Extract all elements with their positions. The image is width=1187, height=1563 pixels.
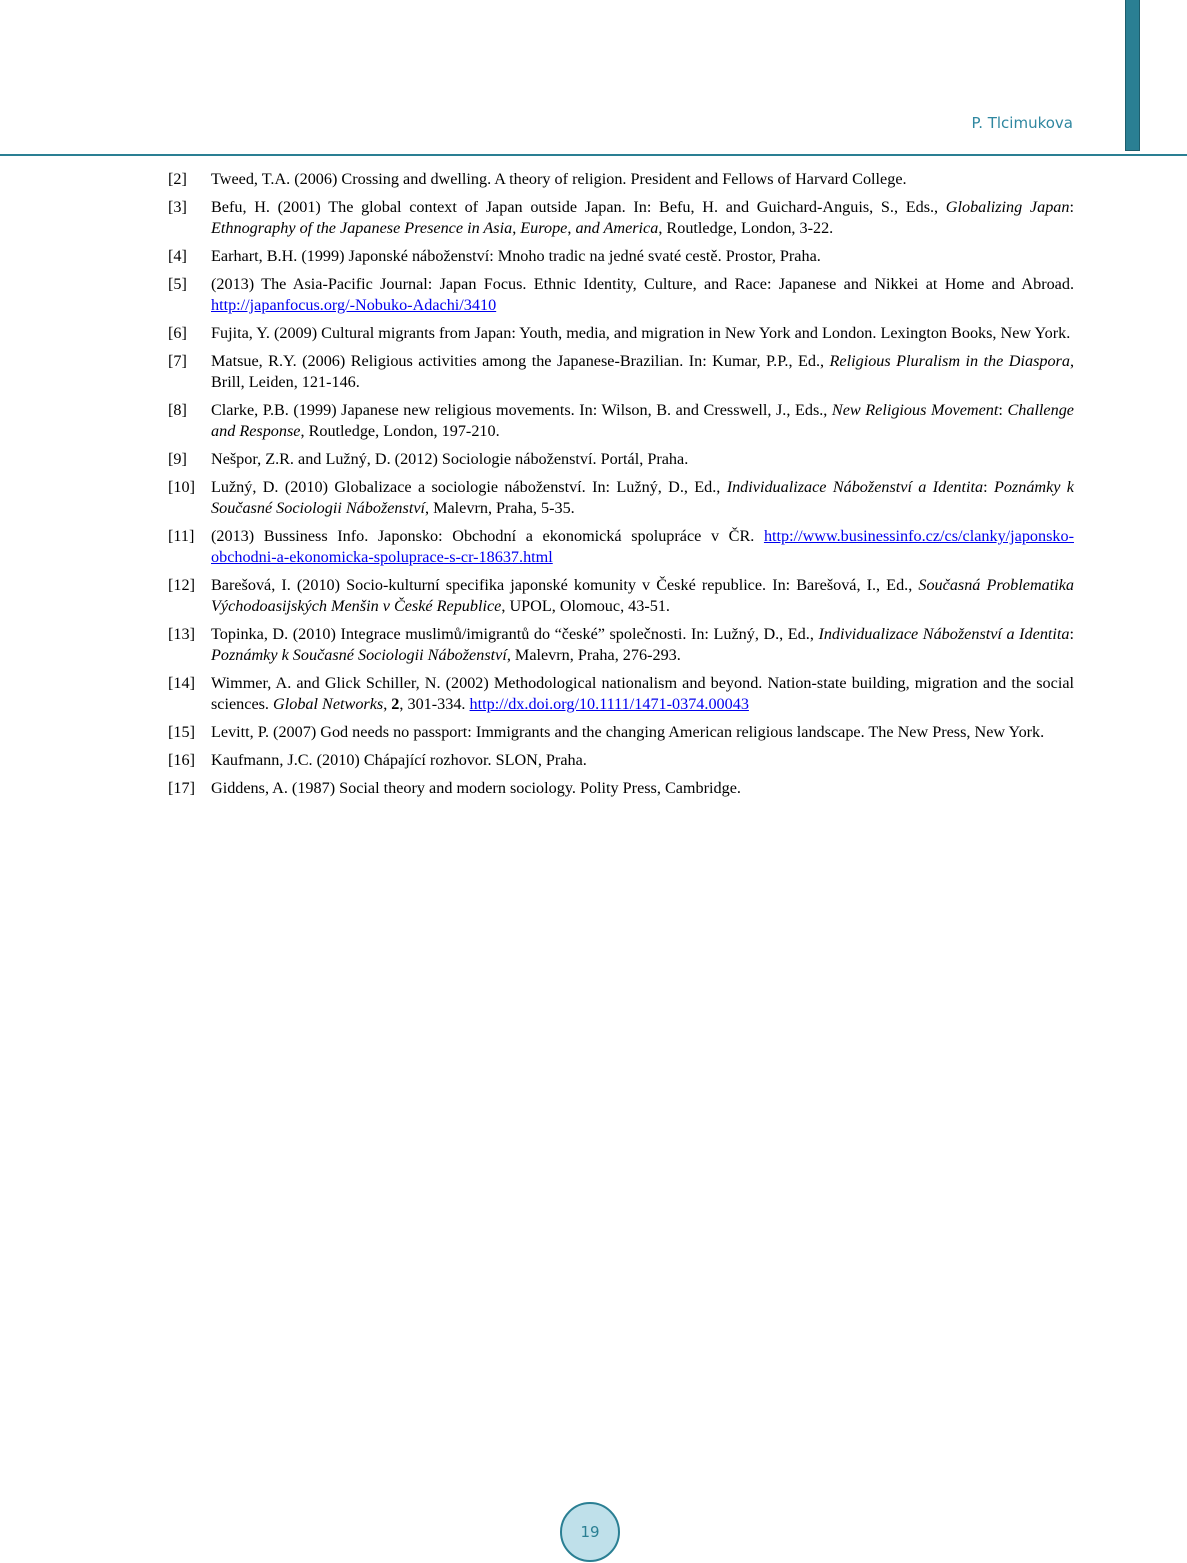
reference-text-run: Matsue, R.Y. (2006) Religious activities among the Japanese-Brazilian. In: Kumar, P.P., Ed., [211,352,830,370]
reference-text [211,400,1074,442]
header-side-bar [1125,0,1140,151]
reference-number: [17] [168,779,195,797]
reference-number: [13] [168,625,195,643]
reference-number: [4] [168,247,187,265]
reference-text [211,449,1074,470]
reference-number: [9] [168,450,187,468]
reference-text [211,575,1074,617]
reference-text [211,526,1074,568]
reference-italic-text: Challenge and Response [211,401,1074,440]
reference-bold-text: 2 [391,695,400,713]
reference-italic-text: Poznámky k Současné Sociologii Náboženství [211,478,1074,517]
reference-text [211,750,1074,771]
reference-number: [2] [168,170,187,188]
reference-item [168,624,1074,666]
reference-text-run: , Malevrn, Praha, 5-35. [425,499,575,517]
reference-text-run: Kaufmann, J.C. (2010) Chápající rozhovor. SLON, Praha. [211,751,587,769]
reference-text-run: : [1069,198,1074,216]
reference-number: [12] [168,576,195,594]
reference-text [211,351,1074,393]
reference-item [168,526,1074,568]
reference-link[interactable]: http://www.businessinfo.cz/cs/clanky/japonsko-obchodni-a-ekonomicka-spoluprace-s-cr-18637.html [211,527,1074,566]
reference-item [168,722,1074,743]
reference-text-run: Levitt, P. (2007) God needs no passport: Immigrants and the changing American religious landscape. The New Press, New York. [211,723,1045,741]
reference-number: [3] [168,198,187,216]
reference-italic-text: Europe [520,219,568,237]
reference-text [211,246,1074,267]
reference-text-run: Lužný, D. (2010) Globalizace a sociologie náboženství. In: Lužný, D., Ed., [211,478,727,496]
reference-text-run: (2013) Bussiness Info. Japonsko: Obchodní a ekonomická spolupráce v ČR. [211,527,764,545]
reference-text-run: Nešpor, Z.R. and Lužný, D. (2012) Sociologie náboženství. Portál, Praha. [211,450,689,468]
reference-text-run: , Brill, Leiden, 121-146. [211,352,1074,391]
reference-text-run: : [983,478,994,496]
reference-text-run: Wimmer, A. and Glick Schiller, N. (2002) Methodological nationalism and beyond. Nation-state building, migration and the social sciences. [211,674,1074,713]
header-divider [0,154,1187,156]
reference-text [211,624,1074,666]
reference-italic-text: Religious Pluralism in the Diaspora [829,352,1070,370]
reference-text [211,274,1074,316]
reference-item [168,274,1074,316]
reference-item [168,673,1074,715]
reference-text-run: Barešová, I. (2010) Socio-kulturní specifika japonské komunity v České republice. In: Barešová, I., Ed., [211,576,919,594]
reference-text-run: , UPOL, Olomouc, 43-51. [501,597,670,615]
reference-italic-text: Global Networks [273,695,384,713]
reference-text-run: Tweed, T.A. (2006) Crossing and dwelling. A theory of religion. President and Fellows of Harvard College. [211,170,907,188]
reference-item [168,575,1074,617]
reference-text-run: Giddens, A. (1987) Social theory and modern sociology. Polity Press, Cambridge. [211,779,741,797]
reference-italic-text: Globalizing Japan [945,198,1070,216]
reference-text [211,778,1074,799]
reference-text [211,477,1074,519]
reference-italic-text: New Religious Movement [831,401,999,419]
reference-number: [16] [168,751,195,769]
reference-italic-text: Současná Problematika Východoasijských Menšin v České Republice [211,576,1075,615]
reference-item [168,477,1074,519]
reference-text-run: , [512,219,521,237]
reference-text-run: Topinka, D. (2010) Integrace muslimů/imigrantů do “české” společnosti. In: Lužný, D., Ed., [211,625,819,643]
reference-text [211,169,1074,190]
reference-italic-text: Individualizace Náboženství a Identita [726,478,984,496]
reference-text-run: Befu, H. (2001) The global context of Japan outside Japan. In: Befu, H. and Guichard-Anguis, S., Eds., [211,198,946,216]
reference-text-run: Fujita, Y. (2009) Cultural migrants from Japan: Youth, media, and migration in New York and London. Lexington Books, New York. [211,324,1071,342]
reference-item [168,351,1074,393]
reference-link[interactable]: http://japanfocus.org/-Nobuko-Adachi/3410 [211,296,497,314]
reference-text-run: , Routledge, London, 3-22. [658,219,834,237]
reference-italic-text: Ethnography of the Japanese Presence in Asia [211,219,513,237]
reference-text-run: , 301-334. [399,695,470,713]
reference-text-run: , [383,695,392,713]
reference-item [168,197,1074,239]
reference-text [211,722,1074,743]
reference-number: [6] [168,324,187,342]
running-header-author: P. Tlcimukova [971,114,1073,132]
reference-item [168,246,1074,267]
reference-item [168,169,1074,190]
reference-text [211,323,1074,344]
reference-number: [8] [168,401,187,419]
reference-number: [14] [168,674,195,692]
reference-link[interactable]: http://dx.doi.org/10.1111/1471-0374.00043 [469,695,749,713]
reference-number: [10] [168,478,195,496]
reference-italic-text: Individualizace Náboženství a Identita [818,625,1070,643]
reference-text-run: : [998,401,1008,419]
reference-text-run: , Routledge, London, 197-210. [300,422,500,440]
reference-italic-text: Poznámky k Současné Sociologii Náboženství [211,646,507,664]
reference-number: [5] [168,275,187,293]
reference-item [168,750,1074,771]
reference-number: [7] [168,352,187,370]
reference-list [168,169,1074,806]
reference-italic-text: and America [575,219,659,237]
reference-text-run: : [1069,625,1074,643]
reference-text-run: , [567,219,576,237]
reference-text-run: Clarke, P.B. (1999) Japanese new religious movements. In: Wilson, B. and Cresswell, J., Eds., [211,401,832,419]
reference-number: [15] [168,723,195,741]
reference-number: [11] [168,527,195,545]
reference-text [211,197,1074,239]
reference-item [168,778,1074,799]
reference-text-run: Earhart, B.H. (1999) Japonské náboženství: Mnoho tradic na jedné svaté cestě. Prostor, Praha. [211,247,821,265]
page-number: 19 [560,1502,620,1562]
reference-item [168,323,1074,344]
reference-item [168,400,1074,442]
reference-text-run: , Malevrn, Praha, 276-293. [506,646,681,664]
reference-text [211,673,1074,715]
reference-item [168,449,1074,470]
reference-text-run: (2013) The Asia-Pacific Journal: Japan Focus. Ethnic Identity, Culture, and Race: Japanese and Nikkei at Home and Abroad. [211,275,1074,293]
